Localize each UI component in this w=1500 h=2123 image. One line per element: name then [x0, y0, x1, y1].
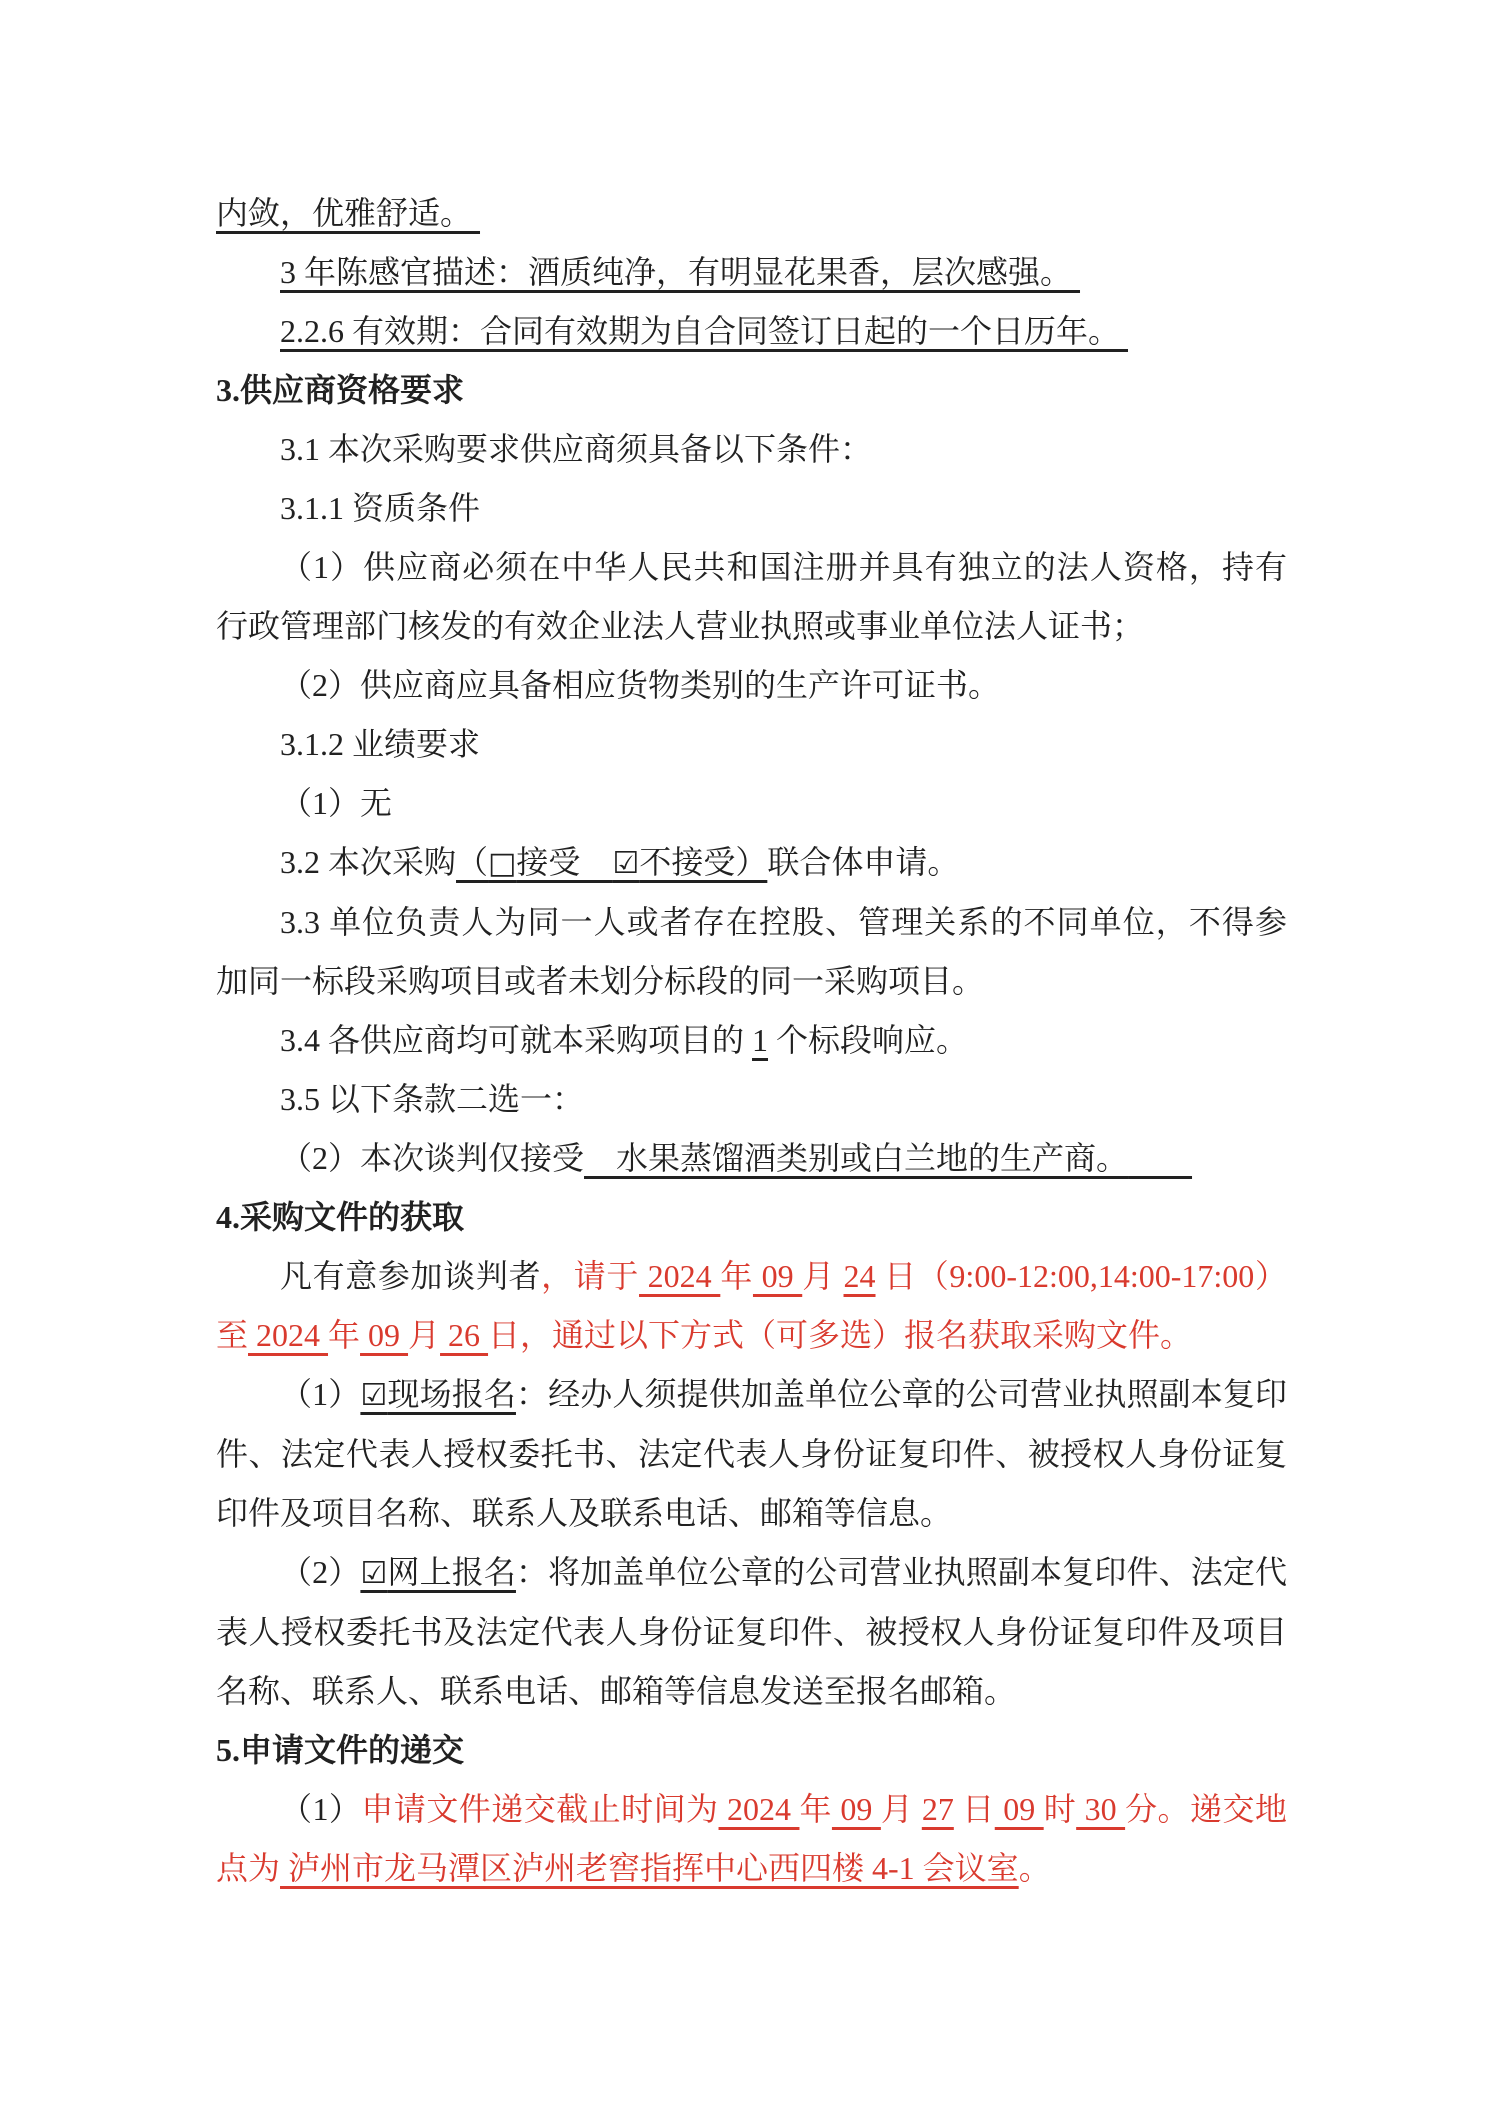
deadline-day-value: 27	[921, 1791, 954, 1827]
text-run: 日，通过以下方式（可多选）报名获取采购文件。	[488, 1317, 1193, 1353]
text-run: 联合体申请。	[767, 844, 960, 880]
text-run: 2.2.6 有效期：合同有效期为自合同签订日起的一个日历年。	[280, 313, 1129, 349]
para-3-1-1-item2	[216, 656, 1287, 715]
deadline-year-value: 2024	[718, 1791, 800, 1827]
heading-application-submission	[216, 1721, 1287, 1780]
para-validity-2-2-6	[216, 302, 1287, 361]
onsite-registration-label: 现场报名	[387, 1376, 516, 1412]
text-run: 年	[328, 1317, 361, 1353]
start-day-value: 24	[843, 1258, 876, 1294]
online-registration-label: 网上报名	[387, 1554, 516, 1590]
underline-filler	[1128, 1140, 1192, 1176]
text-run: 日	[953, 1791, 995, 1827]
para-3-1-2	[216, 715, 1287, 774]
text-run: 3.5 以下条款二选一：	[280, 1081, 585, 1117]
deadline-hour-value: 09	[994, 1791, 1044, 1827]
text-run: 。	[1018, 1850, 1051, 1886]
text-run: （2）供应商应具备相应货物类别的生产许可证书。	[280, 667, 1001, 703]
text-run: 月	[408, 1317, 441, 1353]
text-run: 年	[720, 1258, 753, 1294]
checkbox-checked-icon: ☑	[360, 1378, 388, 1413]
text-run: 月	[880, 1791, 922, 1827]
text-run: 凡有意参加谈判者	[280, 1258, 542, 1294]
text-run: 日（9:00-12:00,14:00-17:00）至	[216, 1258, 1287, 1353]
text-run: 3.4 各供应商均可就本采购项目的	[280, 1022, 753, 1058]
checkbox-unchecked-icon: □	[488, 846, 517, 881]
text-run: 内敛，优雅舒适。	[216, 195, 481, 231]
text-run: 不接受）	[639, 844, 768, 880]
text-run: 申请文件递交截止时间为	[361, 1791, 719, 1827]
submission-location-value: 泸州市龙马潭区泸州老窖指挥中心西四楼 4-1 会议室	[280, 1850, 1019, 1886]
para-sensory-tail	[216, 184, 1287, 243]
para-3-3	[216, 893, 1287, 1011]
start-month-value: 09	[752, 1258, 803, 1294]
checkbox-checked-icon: ☑	[612, 846, 640, 881]
text-run: 3.1 本次采购要求供应商须具备以下条件：	[280, 431, 873, 467]
para-3-4	[216, 1011, 1287, 1070]
para-3-5	[216, 1070, 1287, 1129]
para-3-1-2-item1	[216, 774, 1287, 833]
text-run: 3.1.1 资质条件	[280, 490, 481, 526]
deadline-month-value: 09	[831, 1791, 881, 1827]
text-run: ：将加盖单位公章的公司营业执照副本复印件、法定代表人授权委托书及法定代表人身份证复印件、被授权人身份证复印件及项目名称、联系人、联系电话、邮箱等信息发送至报名邮箱。	[216, 1554, 1287, 1709]
text-run: （2）	[280, 1554, 361, 1590]
heading-document-acquisition	[216, 1188, 1287, 1247]
text-run: （1）	[280, 1376, 361, 1412]
heading-text: 4.采购文件的获取	[216, 1199, 465, 1235]
text-run: （	[456, 844, 489, 880]
start-year-value: 2024	[639, 1258, 721, 1294]
text-run: ，请于	[541, 1258, 640, 1294]
text-run: ：经办人须提供加盖单位公章的公司营业执照副本复印件、法定代表人授权委托书、法定代表人身份证复印件、被授权人身份证复印件及项目名称、联系人及联系电话、邮箱等信息。	[216, 1376, 1287, 1531]
end-month-value: 09	[360, 1317, 409, 1353]
heading-supplier-qualification	[216, 361, 1287, 420]
text-run: 时	[1043, 1791, 1077, 1827]
para-registration-period	[216, 1247, 1287, 1365]
para-submission-deadline	[216, 1780, 1287, 1898]
para-3-1-1-item1	[216, 538, 1287, 656]
deadline-minute-value: 30	[1076, 1791, 1126, 1827]
text-run: （1）	[280, 1791, 362, 1827]
para-3-5-item2	[216, 1129, 1287, 1188]
text-run: 3.3 单位负责人为同一人或者存在控股、管理关系的不同单位，不得参加同一标段采购项目或者未划分标段的同一采购项目。	[216, 904, 1287, 999]
heading-text: 3.供应商资格要求	[216, 372, 465, 408]
text-run: 接受	[516, 844, 613, 880]
para-3-1	[216, 420, 1287, 479]
checkbox-checked-icon: ☑	[360, 1556, 388, 1591]
para-3yr-sensory	[216, 243, 1287, 302]
para-online-registration	[216, 1543, 1287, 1721]
lot-count-value: 1	[752, 1022, 769, 1058]
text-run: 个标段响应。	[768, 1022, 969, 1058]
end-year-value: 2024	[248, 1317, 329, 1353]
text-run: 分。递交地点为	[216, 1791, 1287, 1886]
text-run: 3.2 本次采购	[280, 844, 457, 880]
end-day-value: 26	[440, 1317, 489, 1353]
text-run: （1）无	[280, 785, 393, 821]
text-run: 年	[799, 1791, 832, 1827]
text-run: 3 年陈感官描述：酒质纯净，有明显花果香，层次感强。	[280, 254, 1081, 290]
para-onsite-registration	[216, 1365, 1287, 1543]
text-run: 月	[802, 1258, 844, 1294]
para-3-2-consortium	[216, 833, 1287, 893]
text-run: （1）供应商必须在中华人民共和国注册并具有独立的法人资格，持有行政管理部门核发的有效企业法人营业执照或事业单位法人证书；	[216, 549, 1287, 644]
heading-text: 5.申请文件的递交	[216, 1732, 465, 1768]
text-run: 3.1.2 业绩要求	[280, 726, 481, 762]
accepted-producer-value: 水果蒸馏酒类别或白兰地的生产商。	[584, 1140, 1129, 1176]
para-3-1-1	[216, 479, 1287, 538]
text-run: （2）本次谈判仅接受	[280, 1140, 585, 1176]
